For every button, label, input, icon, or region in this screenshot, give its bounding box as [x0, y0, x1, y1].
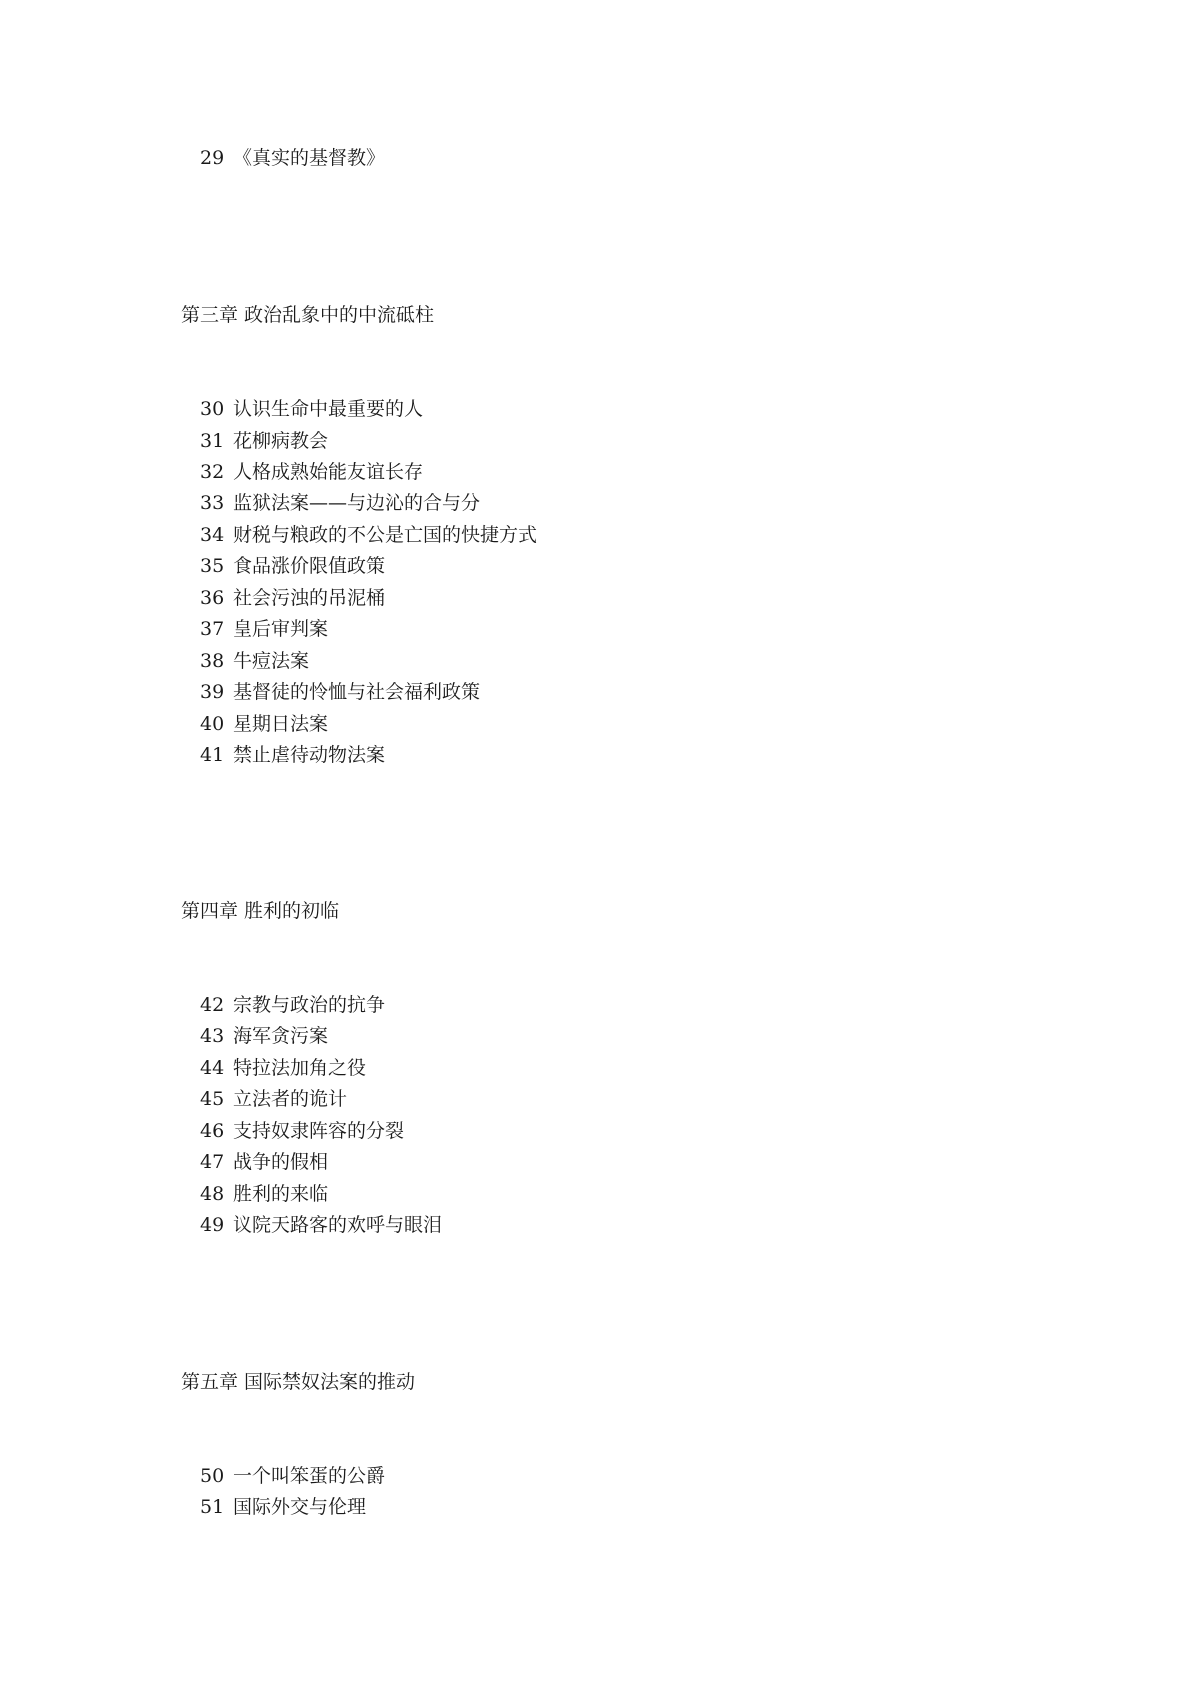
toc-entry	[200, 523, 537, 547]
entry-title: 社会污浊的吊泥桶	[233, 587, 386, 609]
entry-number: 37	[200, 618, 225, 640]
entry-title: 花柳病教会	[233, 430, 329, 452]
toc-entry	[200, 1056, 366, 1080]
toc-entry	[200, 617, 328, 641]
entry-title: 财税与粮政的不公是亡国的快捷方式	[233, 524, 538, 546]
entry-number: 49	[200, 1214, 225, 1236]
toc-entry	[200, 460, 423, 484]
entry-number: 51	[200, 1496, 225, 1518]
entry-title: 监狱法案——与边沁的合与分	[233, 492, 481, 514]
chapter-heading: 第四章 胜利的初临	[181, 900, 340, 922]
entry-title: 一个叫笨蛋的公爵	[233, 1465, 386, 1487]
toc-entry	[200, 712, 328, 736]
toc-entry	[200, 429, 328, 453]
entry-number: 42	[200, 994, 225, 1016]
entry-number: 33	[200, 492, 225, 514]
entry-number: 47	[200, 1151, 225, 1173]
entry-title: 议院天路客的欢呼与眼泪	[233, 1214, 443, 1236]
entry-number: 35	[200, 555, 225, 577]
entry-title: 牛痘法案	[233, 650, 310, 672]
entry-title: 基督徒的怜恤与社会福利政策	[233, 681, 481, 703]
toc-entry	[200, 1495, 366, 1519]
toc-entry	[200, 491, 480, 515]
toc-entry	[200, 1150, 328, 1174]
entry-number: 32	[200, 461, 225, 483]
chapter-heading: 第五章 国际禁奴法案的推动	[181, 1371, 416, 1393]
toc-entry	[200, 1087, 347, 1111]
toc-entry	[200, 397, 423, 421]
toc-entry	[200, 1213, 442, 1237]
chapter-heading: 第三章 政治乱象中的中流砥柱	[181, 304, 435, 326]
entry-number: 43	[200, 1025, 225, 1047]
toc-entry	[200, 1182, 328, 1206]
toc-entry	[200, 554, 385, 578]
entry-title: 宗教与政治的抗争	[233, 994, 386, 1016]
entry-number: 31	[200, 430, 225, 452]
entry-number: 41	[200, 744, 225, 766]
entry-number: 38	[200, 650, 225, 672]
entry-title: 皇后审判案	[233, 618, 329, 640]
entry-number: 40	[200, 713, 225, 735]
toc-entry	[200, 680, 480, 704]
entry-title: 星期日法案	[233, 713, 329, 735]
toc-entry	[200, 586, 385, 610]
entry-title: 禁止虐待动物法案	[233, 744, 386, 766]
toc-entry	[200, 1024, 328, 1048]
toc-entry	[200, 649, 309, 673]
entry-title: 特拉法加角之役	[233, 1057, 367, 1079]
entry-title: 国际外交与伦理	[233, 1496, 367, 1518]
entry-number: 30	[200, 398, 225, 420]
entry-number: 29	[200, 147, 225, 169]
toc-entry	[200, 146, 385, 170]
entry-title: 立法者的诡计	[233, 1088, 348, 1110]
entry-number: 50	[200, 1465, 225, 1487]
entry-title: 支持奴隶阵容的分裂	[233, 1120, 405, 1142]
entry-number: 44	[200, 1057, 225, 1079]
toc-entry	[200, 743, 385, 767]
entry-title: 海军贪污案	[233, 1025, 329, 1047]
entry-number: 36	[200, 587, 225, 609]
toc-entry	[200, 1119, 404, 1143]
toc-entry	[200, 993, 385, 1017]
entry-title: 胜利的来临	[233, 1183, 329, 1205]
entry-number: 39	[200, 681, 225, 703]
entry-number: 46	[200, 1120, 225, 1142]
entry-number: 34	[200, 524, 225, 546]
entry-number: 48	[200, 1183, 225, 1205]
entry-title: 《真实的基督教》	[233, 147, 386, 169]
toc-entry	[200, 1464, 385, 1488]
entry-title: 食品涨价限值政策	[233, 555, 386, 577]
entry-title: 战争的假相	[233, 1151, 329, 1173]
entry-title: 认识生命中最重要的人	[233, 398, 424, 420]
entry-title: 人格成熟始能友谊长存	[233, 461, 424, 483]
entry-number: 45	[200, 1088, 225, 1110]
